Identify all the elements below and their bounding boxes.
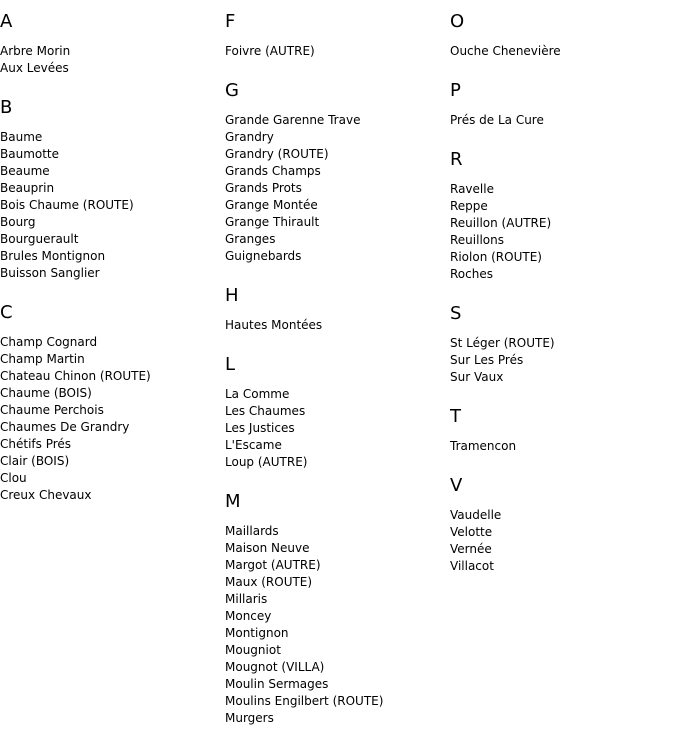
place-entry: Brules Montignon <box>0 249 106 263</box>
place-entry: Ravelle <box>450 182 494 196</box>
place-entry: Moncey <box>225 609 272 623</box>
place-entry: Grande Garenne Trave <box>225 113 361 127</box>
letter-heading: F <box>225 11 236 32</box>
place-entry: Beaume <box>0 164 50 178</box>
entry-list <box>0 129 225 282</box>
place-entry: Millaris <box>225 592 268 606</box>
place-entry: Grands Champs <box>225 164 321 178</box>
place-entry: Reuillon (AUTRE) <box>450 216 552 230</box>
index-column-3 <box>450 10 675 594</box>
entry-list <box>225 112 450 265</box>
place-entry: Mougnot (VILLA) <box>225 660 325 674</box>
place-entry: Les Chaumes <box>225 404 306 418</box>
entry-list <box>0 43 225 77</box>
place-entry: Sur Vaux <box>450 370 504 384</box>
letter-group <box>225 490 450 727</box>
entry-list <box>0 334 225 504</box>
entry-list <box>450 335 675 386</box>
place-entry: Chaume Perchois <box>0 403 104 417</box>
place-entry: Baumotte <box>0 147 60 161</box>
letter-group <box>450 79 675 129</box>
place-entry: Clair (BOIS) <box>0 454 70 468</box>
place-entry: Les Justices <box>225 421 295 435</box>
place-entry: Hautes Montées <box>225 318 323 332</box>
place-entry: Reppe <box>450 199 488 213</box>
letter-heading: V <box>450 475 463 496</box>
place-entry: Creux Chevaux <box>0 488 92 502</box>
letter-heading: O <box>450 11 465 32</box>
place-entry: La Comme <box>225 387 290 401</box>
place-entry: Grange Montée <box>225 198 318 212</box>
place-entry: Beauprin <box>0 181 55 195</box>
entry-list <box>225 43 450 60</box>
place-entry: Moulin Sermages <box>225 677 329 691</box>
place-entry: Montignon <box>225 626 289 640</box>
index-column-1 <box>0 10 225 523</box>
entry-list <box>450 438 675 455</box>
place-entry: Chateau Chinon (ROUTE) <box>0 369 151 383</box>
index-column-2 <box>225 10 450 746</box>
place-entry: St Léger (ROUTE) <box>450 336 555 350</box>
entry-list <box>225 386 450 471</box>
place-entry: Reuillons <box>450 233 504 247</box>
letter-group <box>0 96 225 282</box>
place-entry: Granges <box>225 232 276 246</box>
place-entry: Clou <box>0 471 27 485</box>
entry-list <box>450 507 675 575</box>
place-entry: Ouche Chenevière <box>450 44 561 58</box>
place-entry: Maison Neuve <box>225 541 310 555</box>
letter-heading: G <box>225 80 239 101</box>
place-entry: Buisson Sanglier <box>0 266 100 280</box>
letter-group <box>225 284 450 334</box>
entry-list <box>225 317 450 334</box>
place-entry: Grange Thirault <box>225 215 320 229</box>
place-entry: Riolon (ROUTE) <box>450 250 542 264</box>
place-entry: Maillards <box>225 524 279 538</box>
letter-heading: P <box>450 80 461 101</box>
letter-heading: T <box>450 406 461 427</box>
letter-heading: A <box>0 11 13 32</box>
place-entry: Roches <box>450 267 493 281</box>
letter-heading: L <box>225 354 236 375</box>
place-entry: Velotte <box>450 525 493 539</box>
letter-heading: S <box>450 303 462 324</box>
letter-group <box>450 148 675 283</box>
place-entry: Loup (AUTRE) <box>225 455 308 469</box>
place-entry: Baume <box>0 130 43 144</box>
place-entry: Grands Prots <box>225 181 302 195</box>
place-entry: Foivre (AUTRE) <box>225 44 315 58</box>
place-entry: Chaumes De Grandry <box>0 420 130 434</box>
place-entry: Maux (ROUTE) <box>225 575 313 589</box>
letter-group <box>0 301 225 504</box>
place-entry: Mougniot <box>225 643 281 657</box>
letter-heading: C <box>0 302 13 323</box>
letter-group <box>450 10 675 60</box>
place-entry: Grandry (ROUTE) <box>225 147 329 161</box>
entry-list <box>450 43 675 60</box>
place-entry: Bourg <box>0 215 36 229</box>
place-entry: Arbre Morin <box>0 44 71 58</box>
place-entry: Champ Cognard <box>0 335 98 349</box>
place-entry: Vernée <box>450 542 492 556</box>
letter-group <box>0 10 225 77</box>
place-entry: Prés de La Cure <box>450 113 544 127</box>
place-entry: Vaudelle <box>450 508 502 522</box>
place-entry: Tramencon <box>450 439 517 453</box>
letter-heading: H <box>225 285 239 306</box>
letter-group <box>450 474 675 575</box>
place-entry: Moulins Engilbert (ROUTE) <box>225 694 384 708</box>
letter-group <box>450 405 675 455</box>
place-entry: Guignebards <box>225 249 302 263</box>
letter-heading: R <box>450 149 463 170</box>
place-entry: Chaume (BOIS) <box>0 386 92 400</box>
entry-list <box>450 112 675 129</box>
place-entry: Champ Martin <box>0 352 85 366</box>
letter-group <box>225 353 450 471</box>
place-entry: L'Escame <box>225 438 282 452</box>
letter-heading: M <box>225 491 241 512</box>
place-entry: Bois Chaume (ROUTE) <box>0 198 134 212</box>
letter-group <box>225 10 450 60</box>
letter-heading: B <box>0 97 13 118</box>
place-entry: Sur Les Prés <box>450 353 524 367</box>
place-entry: Aux Levées <box>0 61 69 75</box>
place-entry: Chétifs Prés <box>0 437 72 451</box>
letter-group <box>225 79 450 265</box>
place-entry: Villacot <box>450 559 494 573</box>
place-entry: Murgers <box>225 711 274 725</box>
place-entry: Grandry <box>225 130 274 144</box>
place-entry: Margot (AUTRE) <box>225 558 321 572</box>
place-entry: Bourguerault <box>0 232 79 246</box>
entry-list <box>225 523 450 727</box>
entry-list <box>450 181 675 283</box>
letter-group <box>450 302 675 386</box>
